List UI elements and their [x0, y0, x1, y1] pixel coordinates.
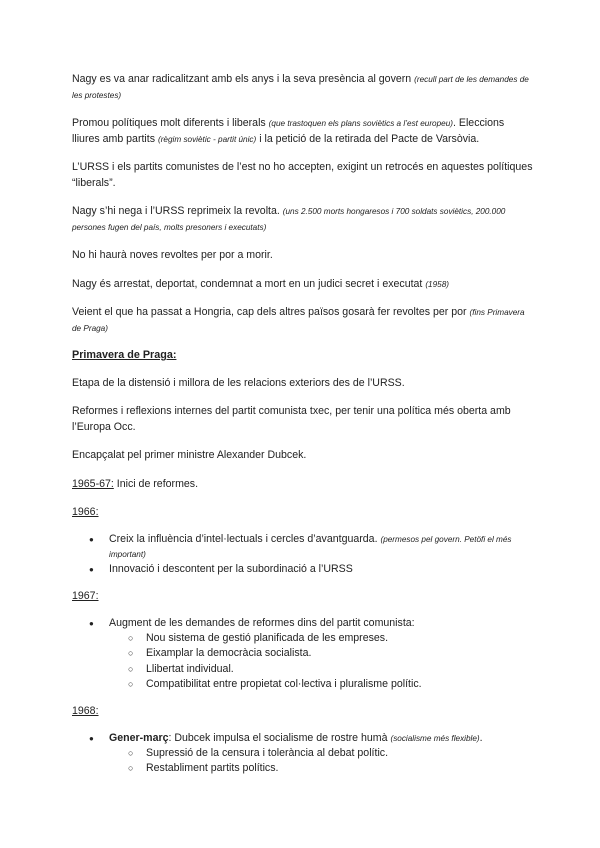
sublist-1968	[109, 746, 534, 777]
paragraph-text: Nagy és arrestat, deportat, condemnat a mort en un judici secret i executat	[72, 277, 426, 290]
paragraph-note: (règim soviètic - partit únic)	[157, 134, 257, 144]
list-1968	[72, 731, 534, 777]
list-item-note: (socialisme més flexible)	[390, 733, 480, 743]
list-item-text: Creix la influència d’intel·lectuals i cercles d’avantguarda.	[109, 532, 381, 545]
list-1966	[72, 532, 534, 578]
document-page	[72, 66, 534, 777]
paragraph-note: (que trastoquen els plans soviètics a l’est europeu)	[268, 119, 453, 128]
paragraph-text: i la petició de la retirada del Pacte de Varsòvia.	[256, 132, 480, 145]
year-1967-label: 1967:	[72, 590, 99, 603]
paragraph-text: Promou polítiques molt diferents i liberals	[72, 117, 269, 129]
paragraph-nagy-executed	[72, 277, 534, 293]
list-item	[72, 616, 534, 692]
list-item	[72, 562, 534, 577]
paragraph-note: (fins Primavera de Praga)	[72, 308, 525, 333]
paragraph-repression	[72, 204, 534, 235]
list-item-text: .	[479, 731, 483, 744]
sublist-item: ○ Nou sistema de gestió planificada de les empreses.	[72, 631, 534, 646]
sublist-item: ○ Eixamplar la democràcia socialista.	[72, 646, 534, 661]
paragraph-note: (uns 2.500 morts hongaresos i 700 soldats soviètics, 200.000 persones fugen del país, molts presoners i executats)	[72, 207, 506, 232]
sublist-item: ○ Supressió de la censura i tolerància al debat polític.	[72, 746, 534, 761]
paragraph-note: (1958)	[425, 279, 449, 289]
paragraph-reforms: Reformes i reflexions internes del partit comunista txec, per tenir una política més oberta amb l’Europa Occ.	[72, 405, 511, 433]
year-label: 1965-67:	[72, 477, 114, 490]
sublist-item: ○ Llibertat individual.	[72, 662, 534, 677]
year-text: Inici de reformes.	[113, 477, 199, 490]
sublist-item: ○ Restabliment partits polítics.	[72, 761, 534, 776]
paragraph-text: Nagy s’hi nega i l’URSS reprimeix la revolta.	[72, 205, 283, 217]
year-1965-67	[72, 477, 534, 493]
sublist-1967	[109, 631, 534, 692]
paragraph-urss-rejects: L’URSS i els partits comunistes de l’est no ho accepten, exigint un retrocés en aquestes polítiques “liberals”.	[72, 161, 533, 189]
paragraph-no-revolts: No hi haurà noves revoltes per por a morir.	[72, 249, 273, 261]
paragraph-liberal-policies	[72, 116, 534, 147]
list-item-text: Augment de les demandes de reformes dins del partit comunista:	[109, 616, 415, 629]
paragraph-text: Nagy es va anar radicalitzant amb els anys i la seva presència al govern	[72, 73, 415, 85]
list-item	[72, 731, 534, 777]
list-item-text: : Dubcek impulsa el socialisme de rostre humà	[168, 731, 391, 744]
paragraph-note: (recull part de les demandes de les protestes)	[72, 75, 529, 100]
list-1967	[72, 616, 534, 692]
list-item	[72, 532, 534, 563]
paragraph-fear	[72, 305, 534, 336]
sublist-item: ○ Compatibilitat entre propietat col·lectiva i pluralisme polític.	[72, 677, 534, 692]
paragraph-detente: Etapa de la distensió i millora de les relacions exteriors des de l’URSS.	[72, 376, 405, 389]
paragraph-text: Veient el que ha passat a Hongria, cap dels altres països gosarà fer revoltes per por	[72, 306, 470, 318]
list-item-bold: Gener-març	[109, 731, 169, 744]
year-1966-label: 1966:	[72, 506, 99, 518]
paragraph-dubcek: Encapçalat pel primer ministre Alexander Dubcek.	[72, 449, 307, 461]
paragraph-nagy-radicalization	[72, 72, 534, 103]
list-item-text: Innovació i descontent per la subordinació a l’URSS	[109, 563, 353, 576]
year-1968-label: 1968:	[72, 705, 99, 718]
list-item-note: (permesos pel govern. Petöfi el més important)	[109, 534, 512, 559]
section-heading: Primavera de Praga:	[72, 349, 177, 361]
paragraph-text: . Eleccions lliures amb partits	[72, 117, 505, 145]
